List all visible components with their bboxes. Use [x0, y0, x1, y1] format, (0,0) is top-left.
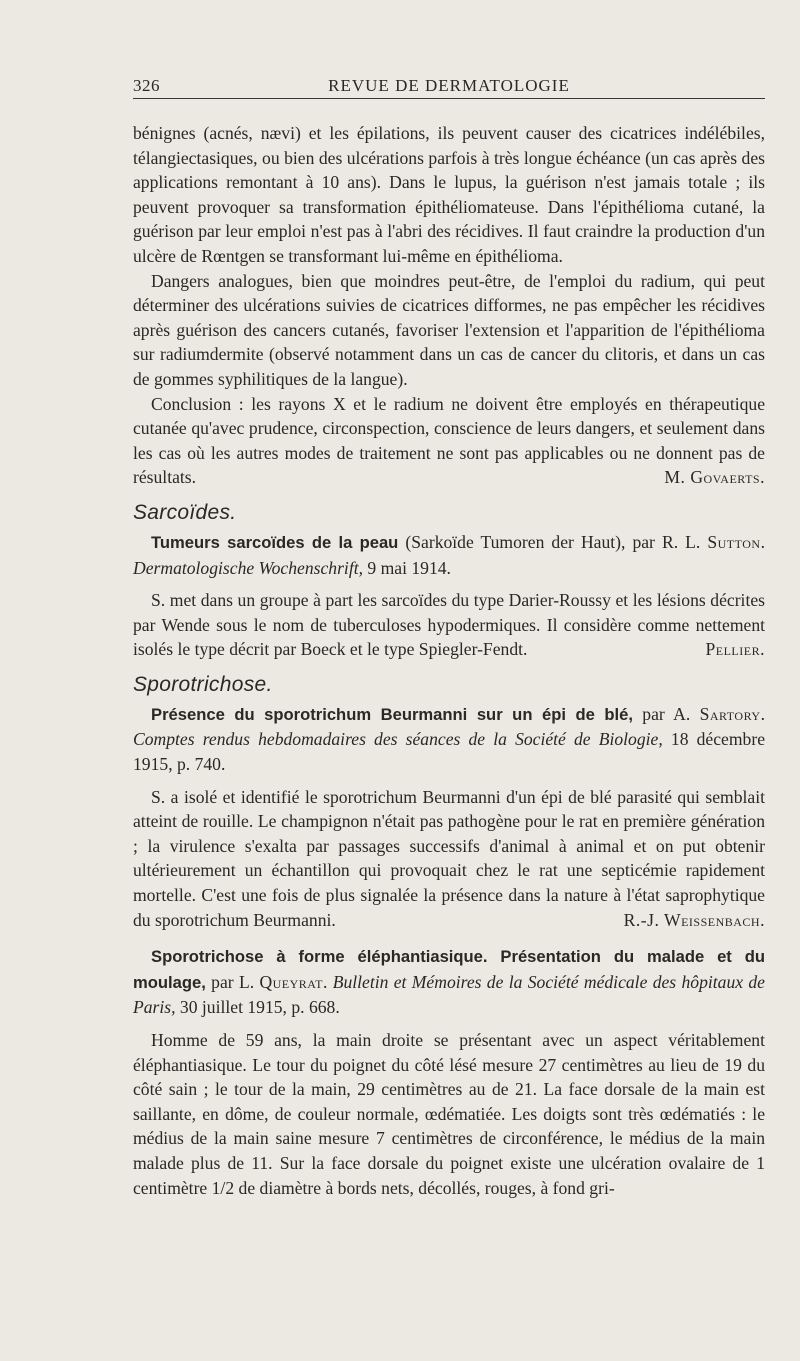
signature-weissenbach: R.-J. Weissenbach.	[623, 909, 765, 930]
publication-date: 30 juillet 1915, p. 668.	[175, 997, 340, 1018]
journal-title: REVUE DE DERMATOLOGIE	[328, 76, 570, 95]
publication-date: 9 mai 1914.	[363, 557, 451, 578]
author-name: Sutton	[707, 531, 761, 552]
ref-text: par A.	[632, 703, 700, 724]
section-heading-sarcoides: Sarcoïdes.	[133, 500, 237, 524]
journal-source: Comptes rendus hebdomadaires des séances de la Société de Biologie,	[133, 729, 663, 750]
article-title-sartory: Présence du sporotrichum Beurmanni sur un épi de blé,	[151, 704, 633, 724]
running-head	[133, 70, 765, 99]
article-reference-sartory: Présence du sporotrichum Beurmanni sur un épi de blé, par A. Sartory. Comptes rendus hebdomadaires des séances de la Société de Biologie, 18 décembre 1915, p. 740.	[133, 703, 766, 775]
intro-paragraph-1: bénignes (acnés, nævi) et les épilations, ils peuvent causer des cicatrices indélébiles, télangiectasiques, ou bien des ulcérations parfois à très longue échéance (un cas après des applications remontant à 10 ans). Dans le lupus, la guérison n'est jamais totale ; ils peuvent provoquer sa transformation épithéliomateuse. Dans l'épithélioma cutané, la guérison par leur emploi n'est pas à l'abri des récidives. Il faut craindre la production d'un ulcère de Rœntgen se transformant lui-même en épithélioma.	[133, 123, 765, 266]
page-number: 326	[133, 76, 160, 95]
author-name: Sartory	[699, 703, 761, 724]
publication-date: 18 décembre 1915, p. 740.	[133, 729, 766, 775]
intro-paragraph-2: Dangers analogues, bien que moindres peut-être, de l'emploi du radium, qui peut déterminer des ulcérations suivies de cicatrices difformes, ne pas empêcher les récidives après guérison des cancers cutanés, favoriser l'extension et l'apparition de l'épithélioma sur radiumdermite (observé notamment dans un cas de cancer du clitoris, et dans un cas de gommes syphilitiques de la langue).	[133, 270, 765, 389]
article-reference-queyrat: Sporotrichose à forme éléphantiasique. Présentation du malade et du moulage, par L. Queyrat. Bulletin et Mémoires de la Société médicale des hôpitaux de Paris, 30 juillet 1915, p. 668.	[133, 947, 765, 1018]
abstract-queyrat: Homme de 59 ans, la main droite se présentant avec un aspect véritablement éléphantiasique. Le tour du poignet du côté lésé mesure 27 centimètres au lieu de 19 du côté sain ; le tour de la main, 29 centimètres au de 21. La face dorsale de la main est saillante, en dôme, de couleur normale, œdématiée. Les doigts sont très œdématiés : le médius de la main saine mesure 7 centimètres de circonférence, le médius de la main malade plus de 11. Sur la face dorsale du poignet existe une ulcération ovalaire de 1 centimètre 1/2 de diamètre à bords nets, décollés, rouges, à fond gri-	[133, 1030, 765, 1198]
abstract-sarcoides	[133, 588, 765, 662]
journal-source: Bulletin et Mémoires de la Société médicale des hôpitaux de Paris,	[133, 971, 765, 1018]
abstract-sartory	[133, 785, 765, 933]
conclusion-text: Conclusion : les rayons X et le radium ne doivent être employés en thérapeutique cutanée qu'avec prudence, circonspection, conscience de leurs dangers, et seulement dans les cas où les autres modes de traitement ne sont pas applicables ou ne donnent pas de résultats.	[133, 393, 765, 488]
author-name: Queyrat	[259, 971, 323, 992]
ref-text: par L.	[205, 971, 260, 992]
journal-source: Dermatologische Wochenschrift,	[133, 557, 363, 578]
article-title-sarcoides: Tumeurs sarcoïdes de la peau	[151, 532, 399, 552]
ref-text: (Sarkoïde Tumoren der Haut), par R. L.	[398, 531, 708, 552]
article-reference-sarcoides: Tumeurs sarcoïdes de la peau (Sarkoïde Tumoren der Haut), par R. L. Sutton. Dermatologische Wochenschrift, 9 mai 1914.	[133, 531, 765, 578]
journal-page	[133, 70, 765, 1200]
signature-pellier: Pellier.	[705, 639, 765, 660]
abstract-text: S. met dans un groupe à part les sarcoïdes du type Darier-Roussy et les lésions décrites par Wende sous le nom de tuberculoses hypodermiques. Il considère comme nettement isolés le type décrit par Boeck et le type Spiegler-Fendt.	[133, 590, 765, 660]
section-heading-sporotrichose: Sporotrichose.	[133, 672, 273, 696]
article-title-queyrat: Sporotrichose à forme éléphantiasique. Présentation du malade et du moulage,	[133, 947, 765, 992]
signature-govaerts: M. Govaerts.	[664, 467, 765, 488]
abstract-text: S. a isolé et identifié le sporotrichum Beurmanni d'un épi de blé parasité qui semblait atteint de rouille. Le champignon n'était pas pathogène pour le rat en première génération ; la virulence s'exalta par passages successifs d'animal à animal et on put obtenir ultérieurement un échantillon qui provoquait chez le rat une septicémie rapidement mortelle. C'est une fois de plus signalée la présence dans la nature à l'état saprophytique du sporotrichum Beurmanni.	[133, 786, 765, 930]
intro-paragraph-3	[133, 392, 765, 490]
